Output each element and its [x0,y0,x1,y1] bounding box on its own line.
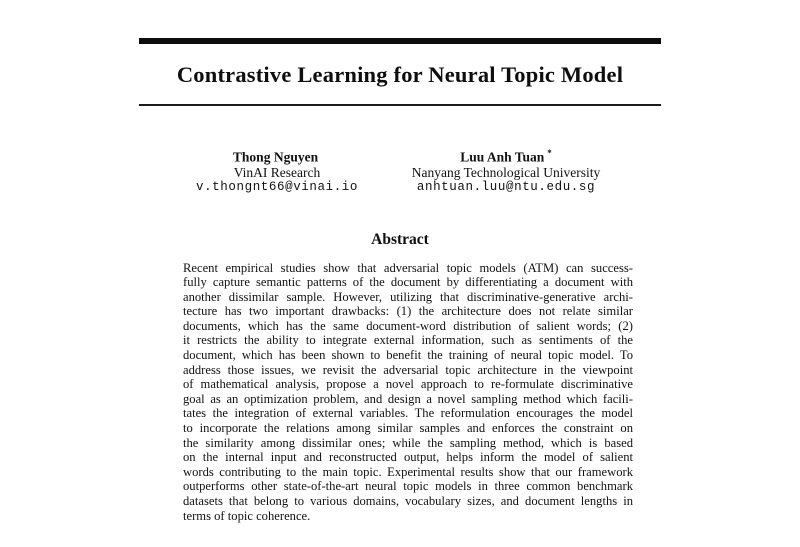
author-row [139,146,661,195]
abstract-line: words contributing to the main topic. Experimental results show that our framework [183,464,633,479]
author-name-text: Luu Anh Tuan [460,149,545,165]
paper-page [139,38,661,523]
title-rule [139,104,661,106]
abstract-line: datasets that belong to various domains, vocabulary sizes, and document lengths in [183,494,633,508]
author-block [147,146,407,195]
abstract-line: tecture has two important drawbacks: (1) the architecture does not relate similar [183,304,633,319]
abstract-line: another dissimilar sample. However, utilizing that discriminative-generative archi- [183,289,633,304]
abstract-body [183,261,633,524]
abstract-line: Recent empirical studies show that adversarial topic models (ATM) can success- [183,260,633,275]
abstract-line: tates the integration of external variables. The reformulation encourages the model [183,406,633,421]
author-name [407,146,605,165]
author-email: v.thongnt66@vinai.io [195,179,359,194]
abstract-line: fully capture semantic patterns of the document by differentiating a document with [183,275,633,290]
abstract-line: to incorporate the relations among similar samples and enforces the constraint on [183,421,633,436]
abstract-heading: Abstract [371,230,429,248]
abstract-line: goal as an optimization problem, and design a novel sampling method which facili- [183,391,633,406]
author-name-text: Thong Nguyen [232,149,319,165]
abstract-line: of mathematical analysis, propose a novel approach to re-formulate discriminative [183,377,633,392]
author-name [147,146,407,165]
abstract-line: outperforms other state-of-the-art neural topic models in three common benchmark [183,479,633,494]
abstract-line: it restricts the ability to integrate external information, such as sentiments of the [183,333,633,348]
author-affiliation: Nanyang Technological University [411,164,601,180]
abstract-line: terms of topic coherence. [183,508,311,523]
abstract-line: document, which has been shown to benefit the training of neural topic model. To [183,348,633,363]
paper-title: Contrastive Learning for Neural Topic Model [176,62,624,87]
abstract-line: on the internal input and reconstructed output, helps inform the model of salient [183,450,633,465]
abstract-line: address those issues, we revisit the adversarial topic architecture in the viewpoint [183,362,633,377]
top-rule [139,38,661,44]
abstract-line: the similarity among dissimilar ones; while the sampling method, which is based [183,435,633,450]
author-footnote-mark: * [547,148,552,158]
author-email: anhtuan.luu@ntu.edu.sg [416,179,596,194]
author-block [407,146,605,195]
author-affiliation: VinAI Research [233,164,321,180]
abstract-line: documents, which has the same document-word distribution of salient words; (2) [183,318,633,333]
